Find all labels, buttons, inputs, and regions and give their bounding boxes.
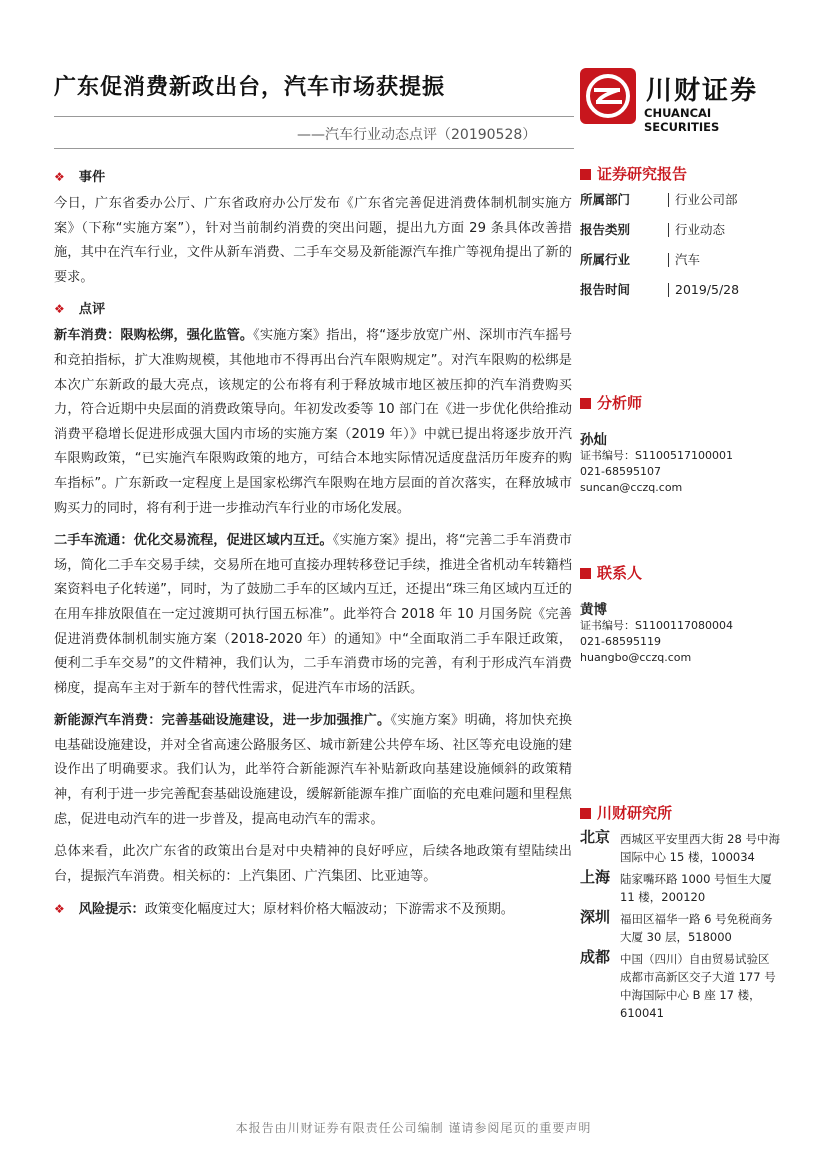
company-logo: [580, 66, 780, 134]
paragraph-summary: 总体来看，此次广东省的政策出台是对中央精神的良好呼应，后续各地政策有望陆续出台，提振汽车消费。相关标的：上汽集团、广汽集团、比亚迪等。: [54, 844, 572, 884]
analyst-panel: [580, 392, 780, 496]
diamond-bullet-icon: ❖: [54, 902, 65, 917]
office-shanghai: 上海 陆家嘴环路 1000 号恒生大厦 11 楼，200120: [580, 868, 772, 904]
institute-heading: 川财研究所: [580, 802, 780, 824]
event-paragraph: 今日，广东省委办公厅、广东省政府办公厅发布《广东省完善促进消费体制机制实施方案》（下称“实施方案”），针对当前制约消费的突出问题，提出九方面 29 条具体改善措施，其中在汽车行业，文件从新车消费、二手车交易及新能源汽车推广等视角提出了新的要求。: [54, 196, 572, 285]
footer-disclaimer: 本报告由川财证券有限责任公司编制 谨请参阅尾页的重要声明: [235, 1121, 592, 1135]
office-chengdu: 成都 中国（四川）自由贸易试验区成都市高新区交子大道 177 号中海国际中心 B 座 17 楼，610041: [580, 948, 776, 1020]
contact-email[interactable]: huangbo@cczq.com: [580, 651, 692, 664]
analyst-cert: 证书编号：S1100517100001: [580, 449, 733, 462]
square-bullet-icon: [580, 169, 591, 180]
diamond-bullet-icon: ❖: [54, 170, 65, 184]
report-info-heading: 证券研究报告: [580, 163, 780, 185]
square-bullet-icon: [580, 398, 591, 409]
logo-text-en: CHUANCAI SECURITIES: [644, 106, 720, 134]
header-divider: [54, 116, 574, 117]
institute-panel: [580, 802, 780, 1026]
analyst-email[interactable]: suncan@cczq.com: [580, 481, 683, 494]
diamond-bullet-icon: ❖: [54, 302, 65, 317]
main-content: [54, 166, 572, 923]
contact-heading: 联系人: [580, 562, 780, 584]
info-row: 报告时间 2019/5/28: [580, 282, 740, 297]
section-comment: ❖ 点评: [54, 302, 106, 318]
info-row: 所属行业 汽车: [580, 252, 701, 267]
office-beijing: 北京 西城区平安里西大街 28 号中海国际中心 15 楼，100034: [580, 828, 780, 864]
paragraph-nev: 新能源汽车消费：完善基础设施建设，进一步加强推广。《实施方案》明确，将加快充换电基础设施建设，并对全省高速公路服务区、城市新建公共停车场、社区等充电设施的建设作出了明确要求。我们认为，此举符合新能源汽车补贴新政向基建设施倾斜的政策精神，有利于进一步完善配套基础设施建设，缓解新能源车推广面临的充电难问题和里程焦虑，促进电动汽车的进一步普及，提高电动汽车的需求。: [54, 713, 572, 827]
paragraph-used-car: 二手车流通：优化交易流程，促进区域内互迁。《实施方案》提出，将“完善二手车消费市场，简化二手车交易手续，交易所在地可直接办理转移登记手续，推进全省机动车转籍档案资料电子化转递”，同时，为了鼓励二手车的区域内互迁，还提出“珠三角区域内互迁的在用车排放限值在一定过渡期可执行国五标准”。此举符合 2018 年 10 月国务院《完善促进消费体制机制实施方案（2018-2020 年）的通知》中“全面取消二手车限迁政策，便利二手车交易”的文件精神，我们认为，二手车消费市场的完善，有利于形成汽车消费梯度，提高车主对于新车的替代性需求，促进汽车市场的活跃。: [54, 533, 572, 696]
report-title: 广东促消费新政出台，汽车市场获提振: [54, 75, 446, 100]
contact-cert: 证书编号：S1100117080004: [580, 619, 733, 632]
square-bullet-icon: [580, 808, 591, 819]
contact-phone: 021-68595119: [580, 635, 661, 648]
analyst-phone: 021-68595107: [580, 465, 661, 478]
report-subtitle: ——汽车行业动态点评（20190528）: [297, 127, 537, 143]
contact-name: 黄博: [580, 602, 607, 618]
report-info-panel: [580, 163, 780, 305]
office-shenzhen: 深圳 福田区福华一路 6 号免税商务大厦 30 层，518000: [580, 908, 773, 944]
logo-mark-icon: [580, 68, 636, 124]
info-row: 报告类别 行业动态: [580, 222, 726, 237]
analyst-name: 孙灿: [580, 432, 607, 448]
paragraph-risk: ❖ 风险提示：政策变化幅度过大；原材料价格大幅波动；下游需求不及预期。: [54, 902, 514, 918]
section-event: ❖ 事件: [54, 170, 106, 185]
square-bullet-icon: [580, 568, 591, 579]
logo-text-cn: 川财证券: [646, 76, 759, 106]
paragraph-new-car: 新车消费：限购松绑，强化监管。《实施方案》指出，将“逐步放宽广州、深圳市汽车摇号和竞拍指标，扩大准购规模，其他地市不得再出台汽车限购规定”。对汽车限购的松绑是本次广东新政的最大亮点，该规定的公布将有利于释放城市地区被压抑的汽车消费购买力，符合近期中央层面的消费政策导向。年初发改委等 10 部门在《进一步优化供给推动消费平稳增长促进形成强大国内市场的实施方案（2019 年）》中就已提出将逐步放开汽车限购政策，“已实施汽车限购政策的地方，可结合本地实际情况适度盘活历年废弃的购车指标”。广东新政一定程度上是国家松绑汽车限购在地方层面的首次落实，在释放城市购买力的同时，将有利于进一步推动汽车行业的市场化发展。: [54, 328, 572, 516]
contact-panel: [580, 562, 780, 666]
header-divider-2: [54, 148, 574, 149]
info-row: 所属部门 行业公司部: [580, 192, 738, 207]
analyst-heading: 分析师: [580, 392, 780, 414]
